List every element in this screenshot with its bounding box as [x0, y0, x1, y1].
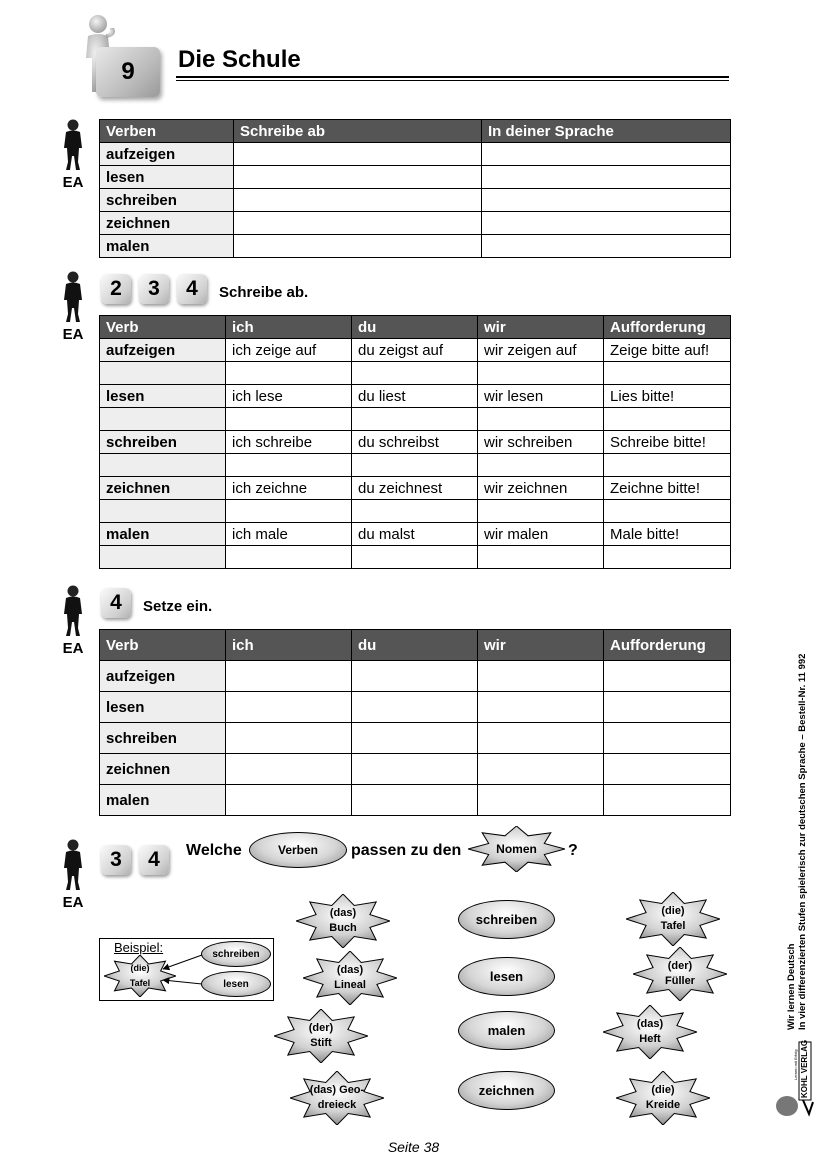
- verb-oval-schreiben[interactable]: [458, 900, 555, 939]
- star-label: Füller: [665, 975, 695, 987]
- form-cell: ich lese: [226, 385, 352, 408]
- fill-cell[interactable]: [226, 785, 352, 816]
- fill-cell[interactable]: [226, 754, 352, 785]
- oval-label: Verben: [277, 843, 319, 857]
- form-cell: wir malen: [478, 523, 604, 546]
- ea-label: EA: [62, 326, 84, 343]
- blank-cell[interactable]: [604, 454, 731, 477]
- series-title: Wir lernen Deutsch: [786, 943, 797, 1030]
- oval-label: malen: [487, 1023, 526, 1038]
- level-die-3: [101, 845, 131, 875]
- oval-label: schreiben: [212, 948, 260, 960]
- language-cell[interactable]: [482, 212, 731, 235]
- blank-label-cell[interactable]: [100, 500, 226, 523]
- oval-label: lesen: [489, 969, 524, 984]
- blank-cell[interactable]: [604, 362, 731, 385]
- verb-label: schreiben: [100, 189, 234, 212]
- noun-star-tafel[interactable]: [626, 892, 720, 946]
- star-label: (das): [636, 1018, 664, 1030]
- blank-cell[interactable]: [352, 362, 478, 385]
- star-label: Nomen: [496, 841, 537, 856]
- title-rule: [176, 76, 729, 78]
- write-cell[interactable]: [234, 166, 482, 189]
- col-header: wir: [478, 316, 604, 339]
- col-header: In deiner Sprache: [482, 120, 731, 143]
- col-header: Verb: [100, 630, 226, 661]
- person-icon: [61, 584, 85, 640]
- col-header: Verben: [100, 120, 234, 143]
- level-die-2: [101, 274, 131, 304]
- noun-star-heft[interactable]: [603, 1005, 697, 1059]
- blank-cell[interactable]: [352, 408, 478, 431]
- write-cell[interactable]: [234, 143, 482, 166]
- fill-cell[interactable]: [478, 661, 604, 692]
- form-cell: du zeigst auf: [352, 339, 478, 362]
- star-label: (die): [651, 1084, 675, 1096]
- col-header: du: [352, 630, 478, 661]
- verb-label: malen: [100, 235, 234, 258]
- form-cell: Schreibe bitte!: [604, 431, 731, 454]
- noun-star-kreide[interactable]: [616, 1071, 710, 1125]
- form-cell: du liest: [352, 385, 478, 408]
- fill-cell[interactable]: [604, 661, 731, 692]
- fill-cell[interactable]: [352, 754, 478, 785]
- question-mark: ?: [568, 842, 578, 859]
- level-number: 4: [148, 848, 160, 871]
- fill-cell[interactable]: [604, 692, 731, 723]
- verb-label: schreiben: [100, 723, 226, 754]
- star-label: Tafel: [660, 920, 686, 932]
- verben-oval: [249, 832, 347, 868]
- level-number: 3: [110, 848, 122, 871]
- blank-cell[interactable]: [226, 546, 352, 569]
- star-label: Stift: [310, 1037, 332, 1049]
- ea-label: EA: [62, 174, 84, 191]
- ea-label: EA: [62, 894, 84, 911]
- verb-label: aufzeigen: [100, 143, 234, 166]
- star-label: (das): [336, 964, 364, 976]
- fill-cell[interactable]: [604, 785, 731, 816]
- fill-cell[interactable]: [226, 661, 352, 692]
- form-cell: Lies bitte!: [604, 385, 731, 408]
- ea-label: EA: [62, 640, 84, 657]
- blank-label-cell[interactable]: [100, 546, 226, 569]
- person-icon: [61, 118, 85, 174]
- fill-cell[interactable]: [352, 692, 478, 723]
- noun-star-geodreieck[interactable]: [290, 1071, 384, 1125]
- form-cell: wir zeichnen: [478, 477, 604, 500]
- write-cell[interactable]: [234, 235, 482, 258]
- col-header: wir: [478, 630, 604, 661]
- write-cell[interactable]: [234, 212, 482, 235]
- blank-cell[interactable]: [604, 546, 731, 569]
- fill-cell[interactable]: [226, 723, 352, 754]
- verb-label: malen: [100, 785, 226, 816]
- form-cell: wir schreiben: [478, 431, 604, 454]
- col-header: Aufforderung: [604, 630, 731, 661]
- oval-label: zeichnen: [478, 1083, 535, 1098]
- blank-label-cell[interactable]: [100, 362, 226, 385]
- blank-cell[interactable]: [478, 454, 604, 477]
- person-icon: [61, 838, 85, 894]
- blank-cell[interactable]: [352, 546, 478, 569]
- verb-label: schreiben: [100, 431, 226, 454]
- blank-cell[interactable]: [604, 500, 731, 523]
- instruction-text: Schreibe ab.: [219, 284, 309, 301]
- col-header: Schreibe ab: [234, 120, 482, 143]
- blank-cell[interactable]: [226, 408, 352, 431]
- blank-label-cell[interactable]: [100, 454, 226, 477]
- blank-cell[interactable]: [226, 362, 352, 385]
- chapter-number: 9: [121, 58, 135, 85]
- blank-label-cell[interactable]: [100, 408, 226, 431]
- question-text: passen zu den: [351, 842, 462, 859]
- language-cell[interactable]: [482, 166, 731, 189]
- level-die-4: [101, 588, 131, 618]
- copy-verbs-table: [99, 119, 731, 258]
- col-header: Aufforderung: [604, 316, 731, 339]
- star-label: (die): [130, 963, 150, 973]
- verb-oval-lesen[interactable]: [458, 957, 555, 996]
- page-number: Seite 38: [387, 1139, 440, 1155]
- ea-marker-2: [58, 270, 88, 343]
- star-label: Kreide: [645, 1099, 681, 1111]
- publisher-tagline: Lernen mit Erfolg: [793, 1049, 798, 1080]
- publication-sidebar: [786, 654, 808, 1030]
- level-die-3: [139, 274, 169, 304]
- fill-cell[interactable]: [352, 785, 478, 816]
- star-label: (der): [308, 1022, 334, 1034]
- level-number: 2: [110, 277, 122, 300]
- blank-cell[interactable]: [478, 500, 604, 523]
- star-label: Lineal: [334, 979, 366, 991]
- form-cell: Male bitte!: [604, 523, 731, 546]
- level-number: 3: [148, 277, 160, 300]
- fill-cell[interactable]: [478, 723, 604, 754]
- col-header: ich: [226, 630, 352, 661]
- blank-cell[interactable]: [478, 546, 604, 569]
- form-cell: du malst: [352, 523, 478, 546]
- verb-oval-zeichnen[interactable]: [458, 1071, 555, 1110]
- fill-cell[interactable]: [478, 785, 604, 816]
- fill-cell[interactable]: [604, 723, 731, 754]
- form-cell: du schreibst: [352, 431, 478, 454]
- oval-label: lesen: [223, 978, 249, 990]
- form-cell: du zeichnest: [352, 477, 478, 500]
- example-label: Beispiel:: [114, 940, 164, 955]
- level-number: 4: [186, 277, 198, 300]
- form-cell: ich zeichne: [226, 477, 352, 500]
- star-label: (die): [661, 905, 685, 917]
- blank-cell[interactable]: [352, 500, 478, 523]
- oval-label: schreiben: [475, 912, 538, 927]
- publisher-name: KOHL VERLAG: [800, 1039, 809, 1098]
- example-oval-lesen: [201, 971, 271, 997]
- conjugation-fill-table: [99, 629, 731, 816]
- star-label: (das): [329, 907, 357, 919]
- verb-label: lesen: [100, 385, 226, 408]
- star-label: Tafel: [129, 978, 151, 988]
- page-title: Die Schule: [178, 46, 301, 73]
- form-cell: Zeichne bitte!: [604, 477, 731, 500]
- language-cell[interactable]: [482, 189, 731, 212]
- language-cell[interactable]: [482, 143, 731, 166]
- star-label: Buch: [329, 922, 357, 934]
- verb-oval-malen[interactable]: [458, 1011, 555, 1050]
- form-cell: ich zeige auf: [226, 339, 352, 362]
- level-die-4: [177, 274, 207, 304]
- form-cell: wir lesen: [478, 385, 604, 408]
- ea-marker-4: [58, 838, 88, 911]
- question-text: Welche: [186, 842, 242, 859]
- form-cell: ich schreibe: [226, 431, 352, 454]
- ea-marker-1: [58, 118, 88, 191]
- language-cell[interactable]: [482, 235, 731, 258]
- write-cell[interactable]: [234, 189, 482, 212]
- publisher-logo: [773, 1040, 817, 1118]
- ea-marker-3: [58, 584, 88, 657]
- verb-label: lesen: [100, 166, 234, 189]
- fill-cell[interactable]: [226, 692, 352, 723]
- verb-label: malen: [100, 523, 226, 546]
- fill-cell[interactable]: [352, 723, 478, 754]
- blank-cell[interactable]: [226, 500, 352, 523]
- verb-label: zeichnen: [100, 477, 226, 500]
- blank-cell[interactable]: [352, 454, 478, 477]
- col-header: du: [352, 316, 478, 339]
- verb-label: zeichnen: [100, 212, 234, 235]
- level-die-4: [139, 845, 169, 875]
- star-label: dreieck: [317, 1099, 357, 1111]
- blank-cell[interactable]: [478, 362, 604, 385]
- col-header: Verb: [100, 316, 226, 339]
- star-label: (der): [667, 960, 693, 972]
- blank-cell[interactable]: [478, 408, 604, 431]
- star-label: (das) Geo-: [309, 1084, 365, 1096]
- verb-label: lesen: [100, 692, 226, 723]
- level-number: 4: [110, 591, 122, 614]
- noun-star-buch[interactable]: [296, 894, 390, 948]
- verb-label: zeichnen: [100, 754, 226, 785]
- fill-cell[interactable]: [478, 754, 604, 785]
- form-cell: wir zeigen auf: [478, 339, 604, 362]
- noun-star-lineal[interactable]: [303, 951, 397, 1005]
- fill-cell[interactable]: [604, 754, 731, 785]
- nomen-star: [468, 826, 565, 872]
- conjugation-copy-table: [99, 315, 731, 569]
- example-oval-schreiben: [201, 941, 271, 967]
- fill-cell[interactable]: [352, 661, 478, 692]
- noun-star-fueller[interactable]: [633, 947, 727, 1001]
- title-rule-thin: [176, 80, 729, 81]
- noun-star-stift[interactable]: [274, 1009, 368, 1063]
- blank-cell[interactable]: [226, 454, 352, 477]
- chapter-number-cube: [96, 47, 160, 97]
- instruction-text: Setze ein.: [143, 598, 213, 615]
- form-cell: Zeige bitte auf!: [604, 339, 731, 362]
- verb-label: aufzeigen: [100, 339, 226, 362]
- person-icon: [61, 270, 85, 326]
- verb-label: aufzeigen: [100, 661, 226, 692]
- star-label: Heft: [639, 1033, 661, 1045]
- col-header: ich: [226, 316, 352, 339]
- series-subtitle: In vier differenzierten Stufen spielerisch zur deutschen Sprache – Bestell-Nr. 11 992: [797, 653, 808, 1030]
- form-cell: ich male: [226, 523, 352, 546]
- blank-cell[interactable]: [604, 408, 731, 431]
- fill-cell[interactable]: [478, 692, 604, 723]
